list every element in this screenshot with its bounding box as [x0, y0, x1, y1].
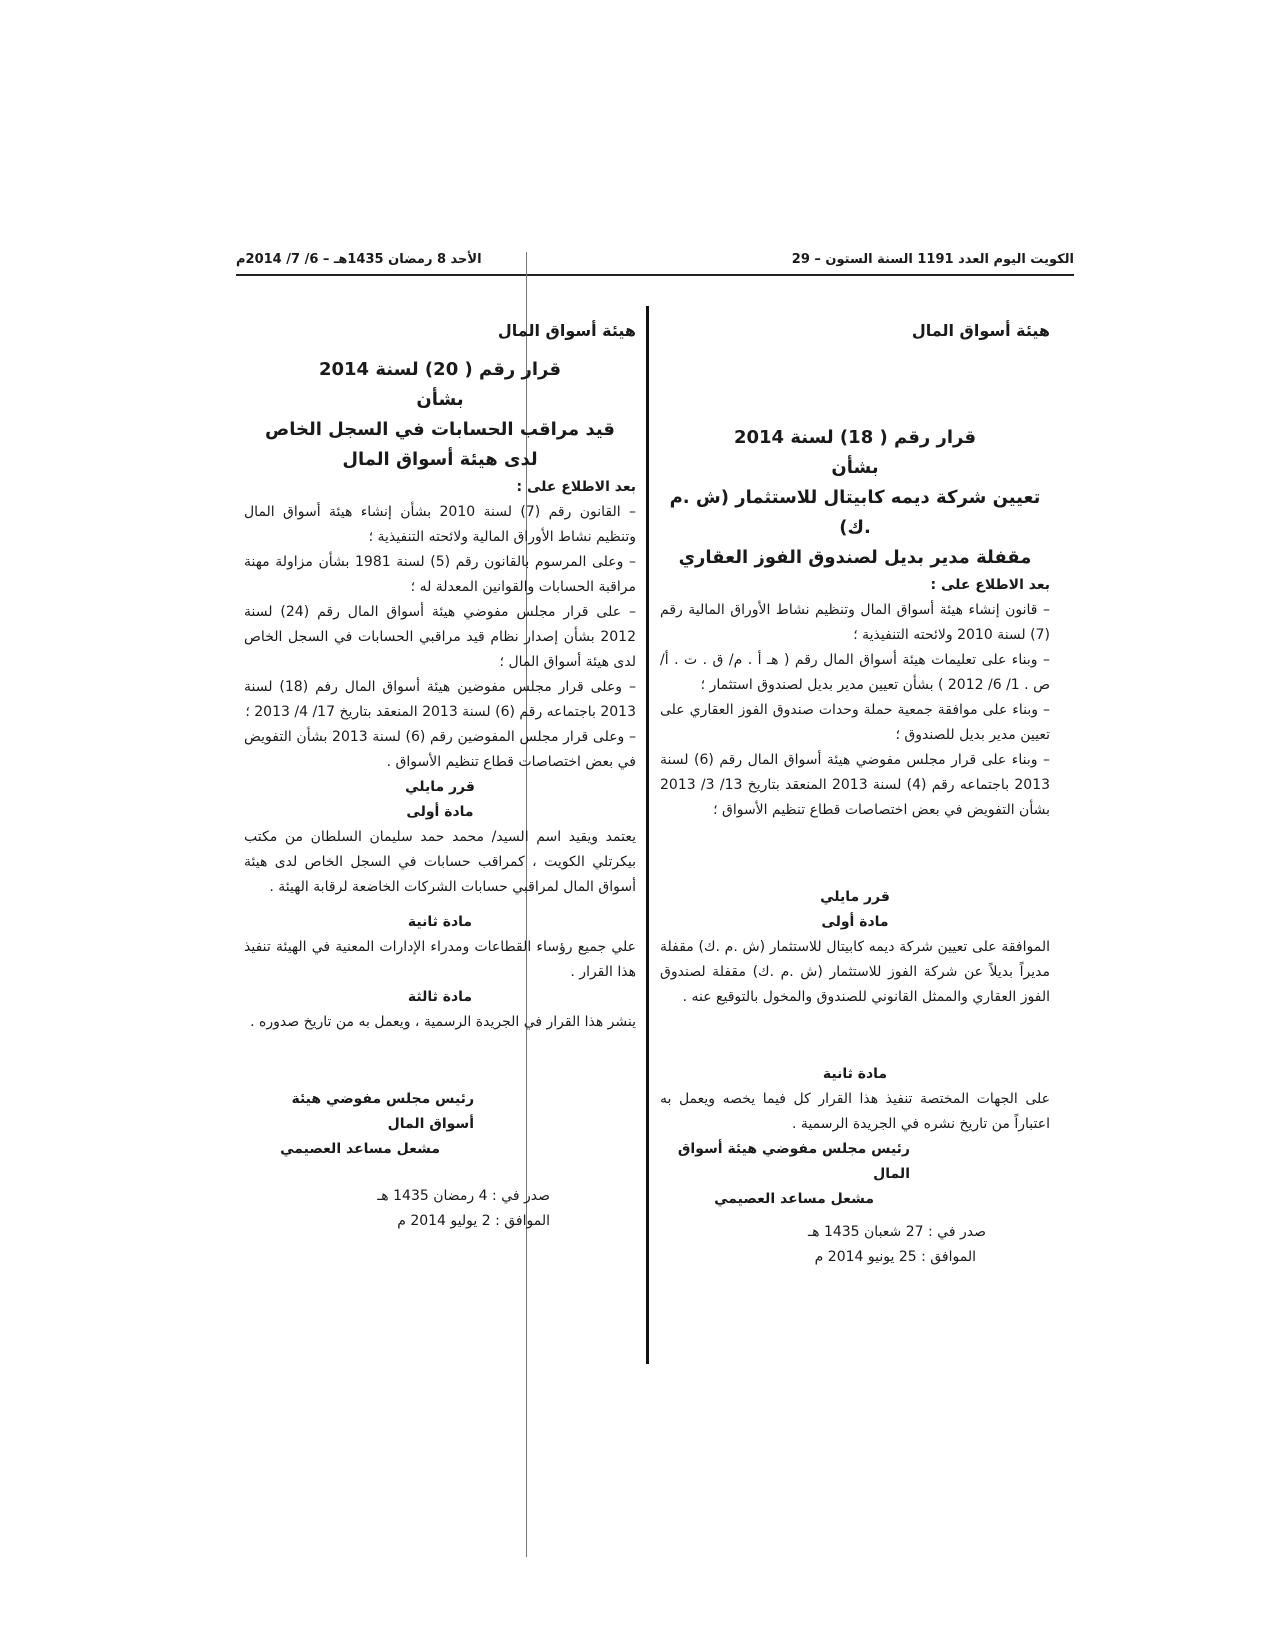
preamble-clause: – وبناء على تعليمات هيئة أسواق المال رقم ( هـ أ . م/ ق . ت . أ/ ص . 1/ 6/ 2012 ) بشأن تعيين مدير بديل لصندوق استثمار ؛ — [660, 652, 1050, 693]
decided-heading: قرر مايلي — [405, 779, 475, 795]
article-1-body: الموافقة على تعيين شركة ديمه كابيتال للاستثمار (ش .م .ك) مقفلة مديراً بديلاً عن شركة الفوز للاستثمار (ش .م .ك) مقفلة لصندوق الفوز العقاري والممثل القانوني للصندوق والمخول بالتوقيع عنه . — [660, 939, 1050, 1005]
decided-heading: قرر مايلي — [820, 889, 890, 905]
decision-title-line: قرار رقم ( 20) لسنة 2014 — [318, 359, 562, 380]
preamble-clause: – قانون إنشاء هيئة أسواق المال وتنظيم نشاط الأوراق المالية رقم (7) لسنة 2010 ولائحته التنفيذية ؛ — [660, 602, 1050, 643]
signatory-title: رئيس مجلس مفوضي هيئة أسواق المال — [677, 1141, 910, 1182]
header-publication-info: الكويت اليوم العدد 1191 السنة الستون – 29 — [791, 252, 1074, 267]
decision-title-line: قرار رقم ( 18) لسنة 2014 — [733, 427, 977, 448]
header-date: الأحد 8 رمضان 1435هـ – 6/ 7/ 2014م — [236, 252, 482, 267]
issued-date: صدر في : 4 رمضان 1435 هـ — [377, 1188, 550, 1204]
preamble-clause: – وبناء على قرار مجلس مفوضي هيئة أسواق المال رقم (6) لسنة 2013 باجتماعه رقم (4) لسنة 2013 المنعقد بتاريخ 13/ 3/ 2013 بشأن التفويض في بعض اختصاصات قطاع تنظيم الأسواق ؛ — [660, 752, 1051, 818]
after-review-heading: بعد الاطلاع على : — [516, 479, 636, 495]
decision-title-line: بشأن — [416, 389, 464, 410]
article-2-heading: مادة ثانية — [822, 1066, 888, 1082]
preamble-clause: – وعلى قرار مجلس المفوضين رقم (6) لسنة 2013 بشأن التفويض في بعض اختصاصات قطاع تنظيم الأسواق . — [244, 729, 636, 770]
decision-20-column — [244, 318, 636, 1234]
article-1-heading: مادة أولى — [406, 804, 474, 820]
corresponding-date: الموافق : 25 يونيو 2014 م — [814, 1249, 976, 1265]
issued-date: صدر في : 27 شعبان 1435 هـ — [808, 1224, 986, 1240]
preamble-clause: – وعلى المرسوم بالقانون رقم (5) لسنة 1981 بشأن مزاولة مهنة مراقبة الحسابات والقوانين المعدلة له ؛ — [244, 554, 636, 595]
after-review-heading: بعد الاطلاع على : — [930, 577, 1050, 593]
decision-title-line: تعيين شركة ديمه كابيتال للاستثمار (ش .م .ك) — [669, 487, 1041, 538]
column-divider — [646, 306, 649, 1364]
authority-heading: هيئة أسواق المال — [911, 321, 1050, 340]
signatory-name: مشعل مساعد العصيمي — [280, 1141, 440, 1157]
decision-18-column — [660, 318, 1050, 1270]
decision-title-line: لدى هيئة أسواق المال — [342, 449, 538, 470]
preamble-clause: – وبناء على موافقة جمعية حملة وحدات صندوق الفوز العقاري على تعيين مدير بديل للصندوق ؛ — [660, 702, 1050, 743]
preamble-clause: – وعلى قرار مجلس مفوضين هيئة أسواق المال رفم (18) لسنة 2013 باجتماعه رقم (6) لسنة 2013 المنعقد بتاريخ 17/ 4/ 2013 ؛ — [244, 679, 636, 720]
article-1-heading: مادة أولى — [821, 914, 889, 930]
article-2-body: علي جميع رؤساء القطاعات ومدراء الإدارات المعنية في الهيئة تنفيذ هذا القرار . — [244, 939, 636, 980]
signatory-name: مشعل مساعد العصيمي — [714, 1191, 874, 1207]
signatory-title: رئيس مجلس مفوضي هيئة أسواق المال — [291, 1091, 474, 1132]
preamble-clause: – على قرار مجلس مفوضي هيئة أسواق المال رقم (24) لسنة 2012 بشأن إصدار نظام قيد مراقبي الحسابات في السجل الخاص لدى هيئة أسواق المال ؛ — [244, 604, 636, 670]
article-2-body: على الجهات المختصة تنفيذ هذا القرار كل فيما يخصه ويعمل به اعتباراً من تاريخ نشره في الجريدة الرسمية . — [660, 1091, 1050, 1132]
article-1-body: يعتمد ويقيد اسم السيد/ محمد حمد سليمان السلطان من مكتب بيكرتلي الكويت ، كمراقب حسابات في السجل الخاص لدى هيئة أسواق المال لمراقبي حسابات الشركات الخاضعة لرقابة الهيئة . — [244, 829, 636, 895]
authority-heading: هيئة أسواق المال — [497, 321, 636, 340]
article-3-heading: مادة ثالثة — [407, 989, 473, 1005]
decision-title-line: بشأن — [831, 457, 879, 478]
preamble-clause: – القانون رقم (7) لسنة 2010 بشأن إنشاء هيئة أسواق المال وتنظيم نشاط الأوراق المالية ولائحته التنفيذية ؛ — [244, 504, 637, 545]
article-2-heading: مادة ثانية — [407, 914, 473, 930]
corresponding-date: الموافق : 2 يوليو 2014 م — [397, 1213, 550, 1229]
decision-title-line: قيد مراقب الحسابات في السجل الخاص — [265, 419, 615, 440]
article-3-body: ينشر هذا القرار في الجريدة الرسمية ، ويعمل به من تاريخ صدوره . — [250, 1014, 636, 1030]
decision-title-line: مقفلة مدير بديل لصندوق الفوز العقاري — [678, 547, 1032, 568]
page-header — [236, 252, 1074, 276]
